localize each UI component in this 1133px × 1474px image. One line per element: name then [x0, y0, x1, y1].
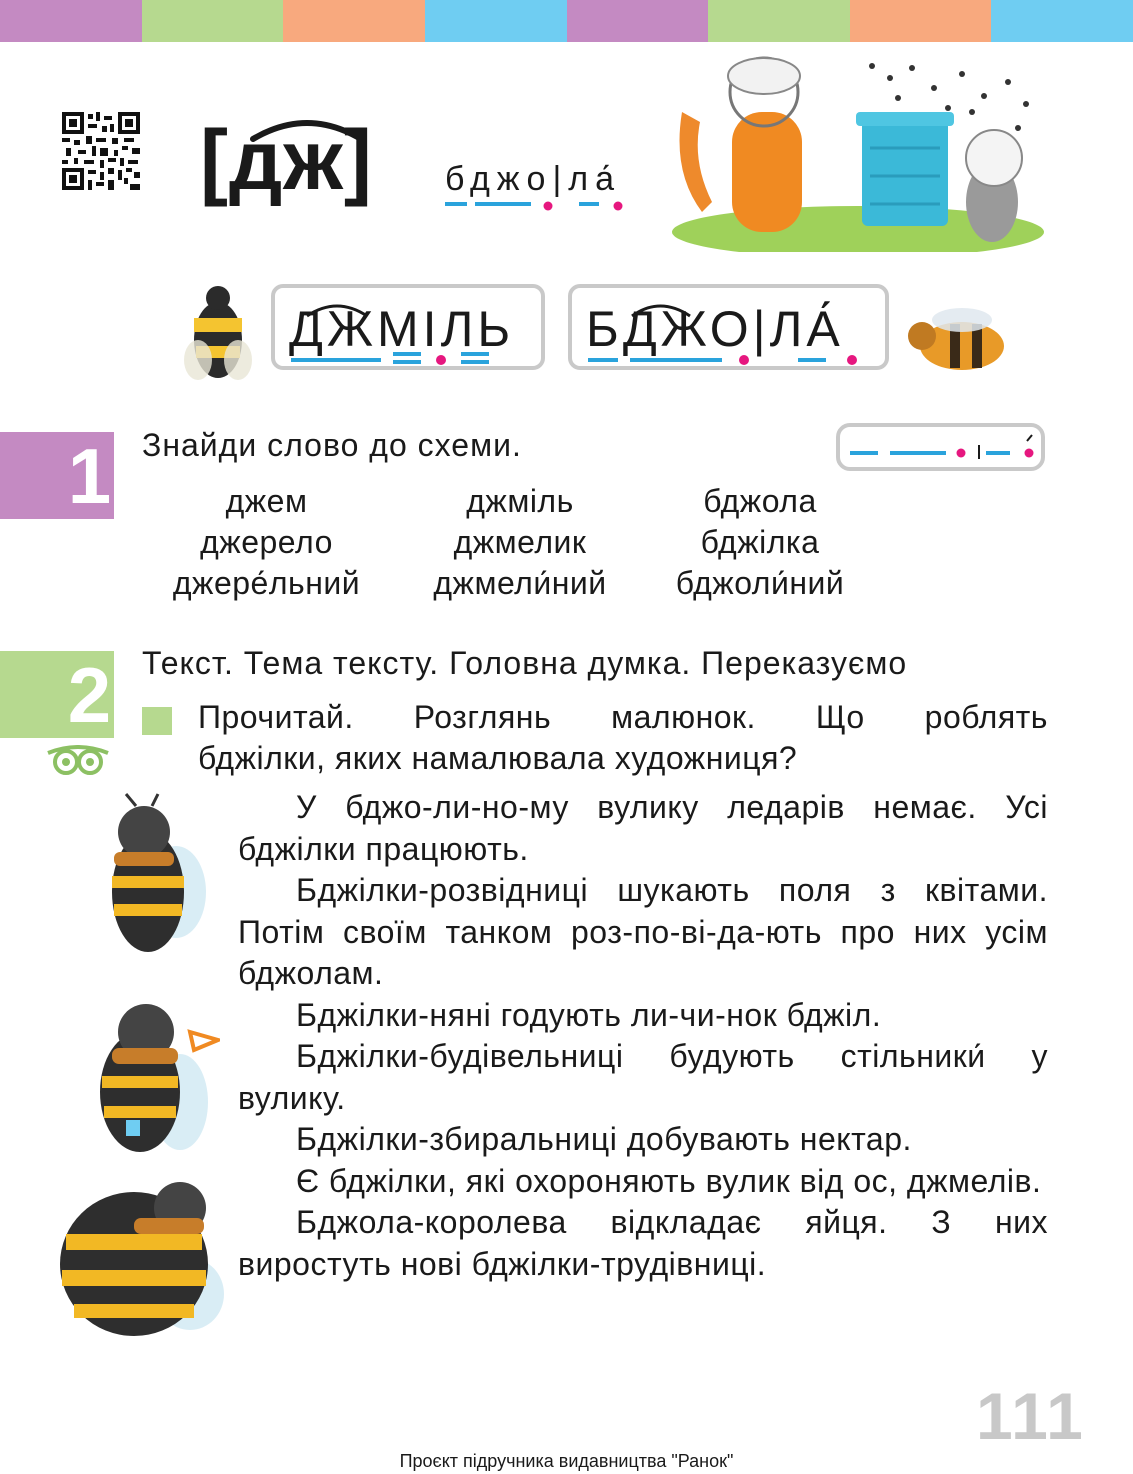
card-word: ДЖМІЛЬ	[289, 301, 515, 357]
sound-label: [дж]	[200, 113, 373, 207]
word-option: бджола	[703, 483, 817, 519]
bee-illustration	[50, 1174, 226, 1344]
word-option: джмелик	[453, 524, 587, 560]
card-word: БДЖО|ЛА́	[586, 301, 844, 357]
beekeeper-illustration	[672, 52, 1044, 252]
paragraph: Бджілки-няні годують ли-чи-нок бджіл.	[296, 996, 882, 1033]
word-option: бджоли́ний	[675, 565, 845, 601]
exercise-number-text: 2	[67, 650, 112, 739]
task-line-2: бджілки, яких намалювала художниця?	[198, 740, 798, 776]
honeybee-icon	[900, 296, 1015, 380]
scheme-word-small: бджо|ла́	[445, 160, 622, 198]
exercise-1-title: Знайди слово до схеми.	[142, 427, 522, 463]
strip-segment	[991, 0, 1133, 42]
task-word: Розглянь	[413, 699, 552, 735]
strip-segment	[0, 0, 142, 42]
strip-segment	[567, 0, 709, 42]
exercise-2-task	[198, 697, 1048, 779]
page-number: 111	[976, 1379, 1085, 1453]
word-option: джміль	[466, 483, 574, 519]
paragraph: У бджо-ли-но-му вулику ледарів немає. Усі бджілки працюють.	[238, 789, 1048, 867]
bee-illustration	[96, 792, 216, 962]
word-card-dzhmil	[271, 284, 545, 370]
word-option: джем	[225, 483, 308, 519]
reading-text	[238, 787, 1048, 1285]
strip-segment	[142, 0, 284, 42]
paragraph: Є бджілки, які охороняють вулик від ос, джмелів.	[296, 1162, 1042, 1199]
owl-eyes-icon	[46, 745, 110, 775]
top-color-strip	[0, 0, 1133, 42]
word-column-1	[154, 481, 379, 604]
exercise-2-number	[0, 651, 114, 738]
sound-scheme	[840, 427, 1041, 467]
strip-segment	[425, 0, 567, 42]
word-column-2	[410, 481, 630, 604]
exercise-1-number	[0, 432, 114, 519]
sound-scheme-small	[445, 195, 635, 213]
word-option: джмели́ний	[433, 565, 607, 601]
exercise-2-title: Текст. Тема тексту. Головна думка. Переказуємо	[142, 645, 908, 681]
task-bullet	[142, 707, 172, 735]
bee-illustration	[60, 992, 220, 1162]
paragraph: Бджола-королева відкладає яйця. З них виростуть нові бджілки-трудівниці.	[238, 1204, 1048, 1282]
paragraph: Бджілки-будівельниці будують стільники́ у вулику.	[238, 1038, 1048, 1116]
paragraph: Бджілки-розвідниці шукають поля з квітами. Потім своїм танком роз-по-ві-да-ють про них усім бджолам.	[238, 872, 1048, 991]
strip-segment	[850, 0, 992, 42]
paragraph: Бджілки-збиральниці добувають нектар.	[296, 1121, 912, 1157]
word-option: джере́льний	[172, 565, 361, 601]
word-column-3	[650, 481, 870, 604]
word-option: бджілка	[700, 524, 820, 560]
task-word: роблять	[924, 699, 1048, 735]
task-line-1	[198, 697, 1048, 738]
exercise-number-text: 1	[67, 431, 112, 520]
word-option: джерело	[200, 524, 333, 560]
word-card-bdzhola	[568, 284, 889, 370]
task-word: Прочитай.	[198, 699, 354, 735]
strip-segment	[283, 0, 425, 42]
strip-segment	[708, 0, 850, 42]
qr-code-icon[interactable]	[62, 112, 140, 190]
task-word: малюнок.	[611, 699, 756, 735]
exercise-1-scheme-box	[836, 423, 1045, 471]
footer-note: Проєкт підручника видавництва "Ранок"	[399, 1451, 734, 1471]
bumblebee-icon	[178, 280, 258, 388]
task-word: Що	[815, 699, 865, 735]
